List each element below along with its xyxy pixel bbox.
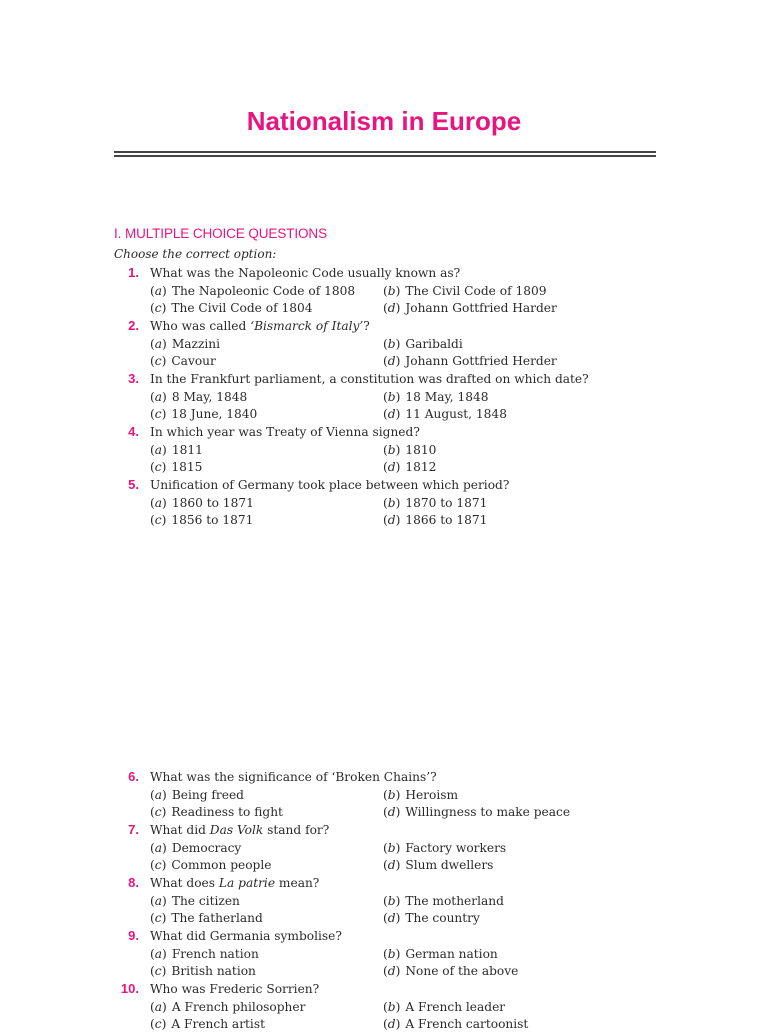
section-instruction: Choose the correct option: (114, 247, 277, 261)
option-text: Johann Gottfried Harder (405, 301, 557, 315)
option-letter-char: b (387, 787, 396, 802)
option-text: Democracy (171, 840, 242, 855)
question-text (150, 927, 342, 945)
option-text: The Napoleonic Code of 1808 (171, 283, 356, 298)
question-number: 4. (128, 424, 139, 439)
option-letter-char: d (387, 513, 396, 527)
option-text: The motherland (405, 893, 504, 908)
option-letter: (d) (383, 858, 401, 872)
option-a (150, 388, 247, 406)
section-heading: I. MULTIPLE CHOICE QUESTIONS (114, 226, 327, 241)
option-letter-char: c (154, 964, 162, 978)
option-letter: (a) (150, 946, 167, 961)
option-letter: (b) (383, 946, 401, 961)
question-number: 2. (128, 318, 139, 333)
option-letter: (d) (383, 911, 401, 925)
question-7 (0, 821, 768, 839)
option-letter-char: a (154, 999, 163, 1014)
option-letter-char: d (387, 805, 396, 819)
option-letter-char: d (387, 301, 396, 315)
option-letter-char: c (154, 805, 162, 819)
option-letter-char: a (154, 893, 163, 908)
option-letter: (d) (383, 407, 401, 421)
option-c (150, 803, 283, 821)
question-number: 6. (128, 769, 139, 784)
option-letter: (a) (150, 442, 167, 457)
option-d (383, 458, 436, 476)
option-letter: (b) (383, 442, 401, 457)
option-a (150, 892, 240, 910)
option-a (150, 839, 241, 857)
option-b (383, 388, 489, 406)
option-letter: (a) (150, 787, 167, 802)
option-text: A French leader (405, 999, 506, 1014)
option-letter: (d) (383, 805, 401, 819)
option-letter-char: d (387, 911, 396, 925)
question-text (150, 874, 319, 892)
option-letter: (b) (383, 999, 401, 1014)
option-letter: (a) (150, 840, 167, 855)
option-letter-char: a (154, 787, 163, 802)
option-letter: (d) (383, 513, 401, 527)
option-letter-char: c (154, 513, 162, 527)
option-text: A French philosopher (171, 999, 306, 1014)
question-text-part: mean? (275, 876, 320, 890)
question-text-part: What was the significance of ‘Broken Chains’? (150, 770, 437, 784)
question-text-part: Who was called (150, 319, 251, 333)
option-d (383, 405, 507, 423)
question-text-part: La patrie (218, 876, 276, 890)
option-letter: (c) (150, 513, 167, 527)
question-3 (0, 370, 768, 388)
option-letter-char: d (387, 858, 396, 872)
option-letter: (b) (383, 495, 401, 510)
question-text-part: What was the Napoleonic Code usually known as? (150, 266, 461, 280)
option-b (383, 892, 504, 910)
option-text: A French artist (171, 1017, 265, 1031)
option-d (383, 856, 493, 874)
option-letter: (a) (150, 495, 167, 510)
question-text (150, 980, 319, 998)
option-letter: (a) (150, 389, 167, 404)
option-d (383, 803, 570, 821)
option-letter-char: a (154, 283, 163, 298)
option-b (383, 839, 506, 857)
option-text: 1860 to 1871 (171, 495, 254, 510)
option-d (383, 1015, 528, 1033)
option-letter: (b) (383, 840, 401, 855)
option-text: British nation (171, 964, 256, 978)
option-letter-char: c (154, 460, 162, 474)
title-rule-bottom (114, 155, 656, 157)
option-text: 1812 (405, 460, 437, 474)
option-letter: (b) (383, 283, 401, 298)
option-text: None of the above (405, 964, 519, 978)
option-letter-char: a (154, 442, 163, 457)
option-letter: (d) (383, 964, 401, 978)
question-text-part: Das Volk (209, 823, 264, 837)
question-2 (0, 317, 768, 335)
option-b (383, 945, 498, 963)
option-a (150, 998, 305, 1016)
option-letter-char: b (387, 840, 396, 855)
option-text: German nation (405, 946, 498, 961)
option-text: Cavour (171, 354, 216, 368)
option-text: 1856 to 1871 (171, 513, 254, 527)
option-text: 1866 to 1871 (405, 513, 488, 527)
option-text: Mazzini (171, 336, 221, 351)
option-letter: (c) (150, 858, 167, 872)
option-a (150, 441, 203, 459)
option-letter-char: d (387, 1017, 396, 1031)
option-letter-char: a (154, 946, 163, 961)
option-letter-char: b (387, 283, 396, 298)
option-letter-char: c (154, 1017, 162, 1031)
option-letter-char: d (387, 354, 396, 368)
option-letter-char: b (387, 946, 396, 961)
option-letter: (c) (150, 964, 167, 978)
question-text-part: In which year was Treaty of Vienna signed? (150, 425, 420, 439)
option-text: Being freed (171, 787, 244, 802)
question-6 (0, 768, 768, 786)
option-letter: (c) (150, 1017, 167, 1031)
option-d (383, 962, 518, 980)
option-text: 1815 (171, 460, 203, 474)
question-text-part: What did Germania symbolise? (150, 929, 342, 943)
question-number: 1. (128, 265, 139, 280)
option-text: Slum dwellers (405, 858, 494, 872)
question-text-part: stand for? (263, 823, 330, 837)
question-number: 8. (128, 875, 139, 890)
question-4 (0, 423, 768, 441)
option-text: 18 May, 1848 (405, 389, 489, 404)
option-c (150, 962, 256, 980)
option-d (383, 909, 480, 927)
option-text: Willingness to make peace (405, 805, 571, 819)
option-b (383, 786, 458, 804)
option-text: 18 June, 1840 (171, 407, 258, 421)
option-a (150, 945, 259, 963)
option-text: Heroism (405, 787, 459, 802)
option-a (150, 786, 244, 804)
option-b (383, 441, 436, 459)
option-text: Factory workers (405, 840, 507, 855)
option-a (150, 282, 355, 300)
question-number: 5. (128, 477, 139, 492)
option-letter-char: d (387, 460, 396, 474)
option-text: The citizen (171, 893, 240, 908)
title-rule-top (114, 151, 656, 153)
option-letter: (b) (383, 336, 401, 351)
option-text: Readiness to fight (171, 805, 283, 819)
option-letter-char: b (387, 893, 396, 908)
question-text (150, 370, 589, 388)
option-letter-char: b (387, 442, 396, 457)
question-number: 3. (128, 371, 139, 386)
option-letter-char: c (154, 407, 162, 421)
question-number: 7. (128, 822, 139, 837)
question-text-part: Who was Frederic Sorrien? (150, 982, 320, 996)
option-c (150, 405, 257, 423)
option-letter-char: a (154, 840, 163, 855)
option-letter-char: c (154, 911, 162, 925)
option-c (150, 299, 313, 317)
option-text: French nation (171, 946, 259, 961)
option-a (150, 335, 220, 353)
option-letter: (a) (150, 999, 167, 1014)
question-text (150, 476, 509, 494)
question-text-part: What does (150, 876, 219, 890)
option-a (150, 494, 254, 512)
question-text (150, 317, 370, 335)
question-text (150, 264, 460, 282)
option-letter: (d) (383, 301, 401, 315)
option-letter: (c) (150, 911, 167, 925)
option-b (383, 494, 487, 512)
option-letter: (b) (383, 893, 401, 908)
option-c (150, 856, 271, 874)
option-text: The Civil Code of 1809 (405, 283, 547, 298)
option-letter: (d) (383, 354, 401, 368)
option-letter: (a) (150, 336, 167, 351)
question-text (150, 423, 420, 441)
question-text-part: Unification of Germany took place between which period? (150, 478, 510, 492)
option-letter-char: c (154, 301, 162, 315)
option-text: The country (405, 911, 480, 925)
option-letter: (c) (150, 460, 167, 474)
page-title: Nationalism in Europe (246, 106, 522, 136)
option-letter: (d) (383, 460, 401, 474)
option-c (150, 352, 216, 370)
option-text: 1810 (405, 442, 437, 457)
option-text: The fatherland (171, 911, 263, 925)
question-8 (0, 874, 768, 892)
option-text: Johann Gottfried Herder (405, 354, 557, 368)
option-letter-char: d (387, 964, 396, 978)
option-b (383, 335, 463, 353)
question-text-part: What did (150, 823, 210, 837)
question-5 (0, 476, 768, 494)
option-letter: (b) (383, 389, 401, 404)
option-text: A French cartoonist (405, 1017, 529, 1031)
option-letter-char: c (154, 858, 162, 872)
option-letter: (d) (383, 1017, 401, 1031)
option-letter: (c) (150, 805, 167, 819)
option-letter-char: a (154, 336, 163, 351)
option-d (383, 511, 487, 529)
question-1 (0, 264, 768, 282)
option-letter-char: d (387, 407, 396, 421)
option-letter-char: b (387, 389, 396, 404)
option-letter-char: b (387, 999, 396, 1014)
option-letter-char: c (154, 354, 162, 368)
option-c (150, 511, 253, 529)
question-10 (0, 980, 768, 998)
option-text: 11 August, 1848 (405, 407, 507, 421)
option-b (383, 282, 546, 300)
question-text-part: ? (363, 319, 370, 333)
option-letter: (c) (150, 354, 167, 368)
option-letter: (c) (150, 301, 167, 315)
question-number: 9. (128, 928, 139, 943)
option-c (150, 1015, 265, 1033)
option-letter: (a) (150, 283, 167, 298)
option-d (383, 299, 557, 317)
question-text-part: ‘Bismarck of Italy’ (250, 319, 364, 333)
option-text: Garibaldi (405, 336, 463, 351)
option-c (150, 458, 202, 476)
question-text (150, 768, 437, 786)
question-9 (0, 927, 768, 945)
option-letter: (a) (150, 893, 167, 908)
question-text (150, 821, 329, 839)
option-letter-char: b (387, 336, 396, 351)
option-b (383, 998, 505, 1016)
option-letter: (c) (150, 407, 167, 421)
option-text: 8 May, 1848 (171, 389, 248, 404)
option-letter-char: b (387, 495, 396, 510)
option-c (150, 909, 263, 927)
option-letter-char: a (154, 495, 163, 510)
option-text: 1811 (171, 442, 203, 457)
option-letter: (b) (383, 787, 401, 802)
option-text: Common people (171, 858, 272, 872)
question-number: 10. (120, 981, 139, 996)
option-letter-char: a (154, 389, 163, 404)
option-d (383, 352, 557, 370)
question-text-part: In the Frankfurt parliament, a constitution was drafted on which date? (150, 372, 589, 386)
option-text: The Civil Code of 1804 (171, 301, 313, 315)
option-text: 1870 to 1871 (405, 495, 488, 510)
